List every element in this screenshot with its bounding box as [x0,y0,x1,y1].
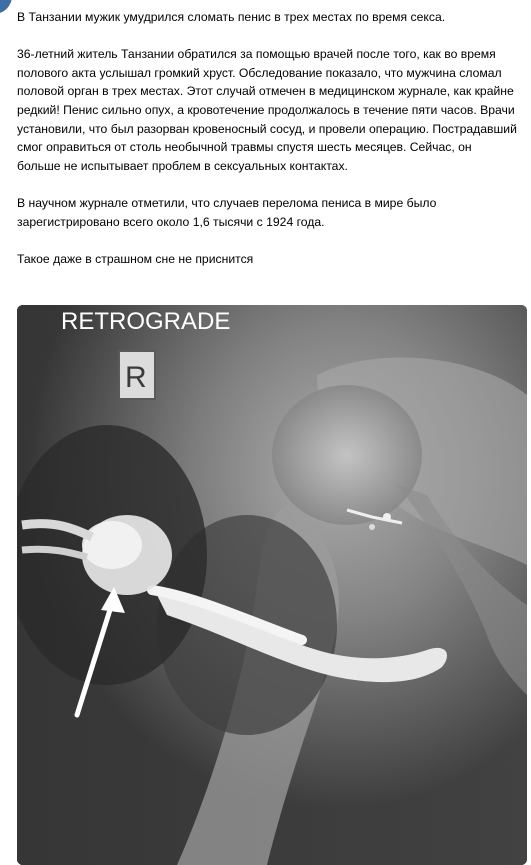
author-avatar[interactable] [0,0,12,14]
xray-image [17,305,527,865]
post-paragraph-1: В Танзании мужик умудрился сломать пенис в трех местах по время секса. [17,10,446,24]
post-text [17,0,517,268]
post-image[interactable] [17,305,527,865]
post-paragraph-4: Такое даже в страшном сне не приснится [17,251,254,266]
xray-title-label: RETROGRADE [61,308,231,335]
post-paragraph-2: 36-летний житель Танзании обратился за помощью врачей после того, как во время полового акта услышал громкий хруст. Обследование показало, что мужчина сломал половой орган в трех местах. Этот случай отмечен в медицинском журнале, как крайне редкий! Пенис сильно опух, а кровотечение продолжалось в течение пяти часов. Врачи установили, что был разорван кровеносный сосуд, и провели операцию. Пострадавший смог оправиться от столь необычной травмы спустя шесть месяцев. Сейчас, он больше не испытывает проблем в сексуальных контактах. [17,47,517,173]
side-marker-label: R [125,361,147,394]
post-paragraph-3: В научном журнале отметили, что случаев перелома пениса в мире было зарегистрировано всего около 1,6 тысячи с 1924 года. [17,195,437,229]
